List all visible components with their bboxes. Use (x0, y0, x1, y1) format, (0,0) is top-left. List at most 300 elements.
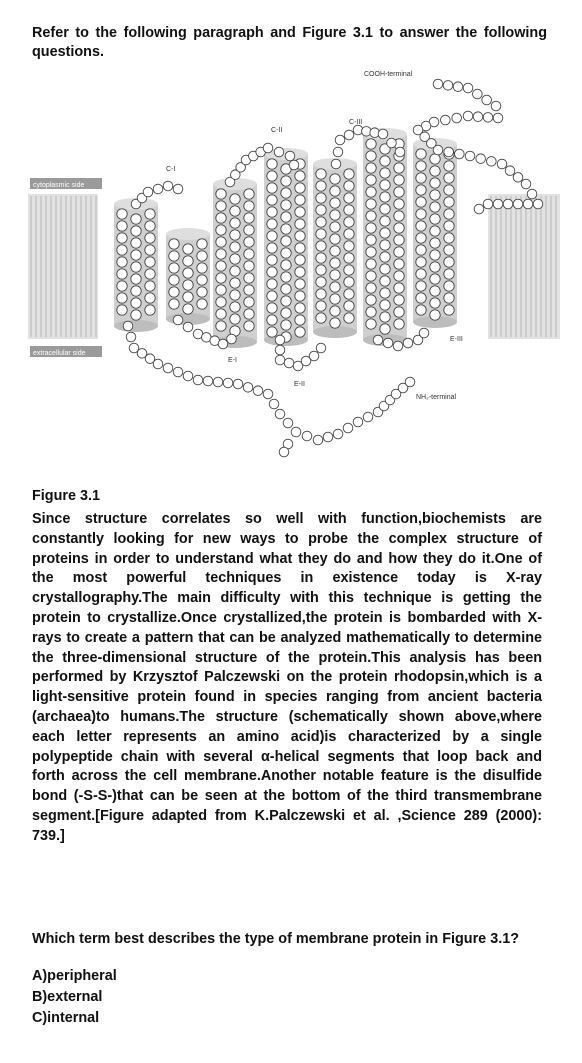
residue (117, 293, 127, 303)
residue (366, 283, 376, 293)
residue (244, 261, 254, 271)
residue (316, 277, 326, 287)
residue (513, 199, 523, 209)
residue (430, 298, 440, 308)
residue (216, 189, 226, 199)
residue (455, 149, 465, 159)
residue (267, 291, 277, 301)
residue (393, 341, 403, 351)
residue (330, 210, 340, 220)
residue (316, 265, 326, 275)
residue (230, 254, 240, 264)
residue (330, 270, 340, 280)
loop-label-c2: C-II (271, 127, 283, 134)
residue (444, 209, 454, 219)
residue (331, 159, 341, 169)
residue (131, 298, 141, 308)
residue (433, 145, 443, 155)
transmembrane-helices (114, 128, 457, 348)
residue (117, 209, 127, 219)
residue (380, 288, 390, 298)
residue (244, 309, 254, 319)
residue (366, 139, 376, 149)
residue (344, 130, 354, 140)
residue (145, 257, 155, 267)
residue (380, 216, 390, 226)
residue (281, 200, 291, 210)
residue (473, 112, 483, 122)
residue (230, 194, 240, 204)
residue (267, 315, 277, 325)
cytoplasmic-label-box (30, 178, 102, 189)
residue (444, 293, 454, 303)
residue (131, 262, 141, 272)
residue (523, 199, 533, 209)
residue (493, 113, 503, 123)
residue (330, 294, 340, 304)
residue (227, 334, 237, 344)
residue (394, 235, 404, 245)
residue (223, 378, 233, 388)
residue (491, 101, 501, 111)
residue (366, 259, 376, 269)
residue (463, 83, 473, 93)
residue (143, 187, 153, 197)
residue (366, 163, 376, 173)
residue (380, 168, 390, 178)
residue (335, 135, 345, 145)
residue (281, 212, 291, 222)
residue (244, 189, 254, 199)
residue (527, 189, 537, 199)
residue (197, 251, 207, 261)
residue (244, 225, 254, 235)
residue (333, 147, 343, 157)
residue (344, 301, 354, 311)
residue (230, 302, 240, 312)
residue (183, 268, 193, 278)
residue (416, 305, 426, 315)
residue (281, 224, 291, 234)
extracellular-label: extracellular side (33, 350, 86, 357)
residue (267, 171, 277, 181)
residue (131, 274, 141, 284)
residue (169, 275, 179, 285)
residue (394, 295, 404, 305)
residue (216, 285, 226, 295)
residue (473, 89, 483, 99)
residue (394, 247, 404, 257)
residue (183, 280, 193, 290)
residue (216, 225, 226, 235)
residue (295, 219, 305, 229)
residue (216, 309, 226, 319)
residue (267, 243, 277, 253)
residue (131, 238, 141, 248)
residue (380, 312, 390, 322)
residue (183, 292, 193, 302)
residue (295, 291, 305, 301)
residue (344, 205, 354, 215)
chain-end (279, 439, 293, 457)
residue (117, 245, 127, 255)
residue (126, 332, 136, 342)
residue (394, 223, 404, 233)
residue (380, 324, 390, 334)
residue (366, 199, 376, 209)
residue (244, 249, 254, 259)
residue (333, 429, 343, 439)
residue (281, 284, 291, 294)
residue (344, 169, 354, 179)
rhodopsin-diagram (18, 64, 568, 474)
residue (275, 345, 285, 355)
residue (244, 237, 254, 247)
residue (316, 205, 326, 215)
residue (230, 242, 240, 252)
residue (316, 181, 326, 191)
residue (145, 221, 155, 231)
residue (394, 163, 404, 173)
residue (380, 204, 390, 214)
residue (416, 257, 426, 267)
residue (416, 149, 426, 159)
residue (444, 233, 454, 243)
residue (216, 321, 226, 331)
residue (244, 213, 254, 223)
residue (380, 300, 390, 310)
helix-cylinder (114, 198, 158, 332)
residue (394, 259, 404, 269)
residue (387, 138, 397, 148)
residue (474, 204, 484, 214)
residue (145, 245, 155, 255)
residue (275, 355, 285, 365)
option-a[interactable]: A)peripheral (32, 968, 117, 984)
residue (295, 267, 305, 277)
residue (394, 175, 404, 185)
residue (344, 277, 354, 287)
residue (117, 281, 127, 291)
residue (295, 231, 305, 241)
residue (283, 418, 293, 428)
residue (430, 226, 440, 236)
residue (131, 286, 141, 296)
residue (244, 297, 254, 307)
residue (267, 195, 277, 205)
residue (267, 279, 277, 289)
residue (316, 229, 326, 239)
cooh-terminal-label: COOH-terminal (364, 71, 413, 78)
residue (316, 253, 326, 263)
loop-label-c3: C-III (349, 119, 363, 126)
residue (430, 274, 440, 284)
residue (394, 319, 404, 329)
residue (330, 282, 340, 292)
residue (366, 319, 376, 329)
residue (244, 273, 254, 283)
residue (394, 271, 404, 281)
residue (344, 229, 354, 239)
residue (169, 263, 179, 273)
residue (416, 173, 426, 183)
residue (295, 195, 305, 205)
residue (216, 213, 226, 223)
residue (505, 166, 515, 176)
residue (267, 207, 277, 217)
passage-paragraph: Since structure correlates so well with function,biochemists are constantly looking for new ways to probe the complex structure of proteins in order to understand what they do and how they do it.One of the most powerful techniques in existence today is X-ray crystallography.The main difficulty with this technique is getting the protein to crystallize.Once crystallized,the protein is bombarded with X-rays to create a pattern that can be analyzed mathematically to determine the three-dimensional structure of the protein.This analysis has been performed by Krzysztof Palczewski on the protein rhodopsin,which is a light-sensitive protein found in species ranging from ancient bacteria (archaea)to humans.The structure (schematically shown above,where each letter represents an amino acid)is characterized by a single polypeptide chain with several α-helical segments that loop back and forth across the cell membrane.Another notable feature is the disulfide bond (-S-S-)that can be seen at the bottom of the third transmembrane segment.[Figure adapted from K.Palczewski et al. ,Science 289 (2000): 739.] (32, 511, 542, 844)
residue (145, 281, 155, 291)
residue (281, 260, 291, 270)
residue (309, 351, 319, 361)
residue (444, 161, 454, 171)
residue (316, 343, 326, 353)
residue (267, 267, 277, 277)
residue (444, 257, 454, 267)
residue (269, 399, 279, 409)
residue (123, 321, 133, 331)
residue (416, 221, 426, 231)
residue (444, 269, 454, 279)
residue (380, 252, 390, 262)
residue (145, 293, 155, 303)
residue (433, 79, 443, 89)
residue (230, 278, 240, 288)
extracellular-label-box (30, 346, 102, 357)
residue (281, 272, 291, 282)
residue (416, 293, 426, 303)
residue (267, 159, 277, 169)
helix-top (166, 228, 210, 240)
residue (395, 147, 405, 157)
residue (503, 199, 513, 209)
residue (183, 371, 193, 381)
option-c[interactable]: C)internal (32, 1010, 100, 1026)
residue (244, 201, 254, 211)
residue (173, 367, 183, 377)
residue (443, 81, 453, 91)
residue (281, 320, 291, 330)
residue (366, 247, 376, 257)
residue (453, 82, 463, 92)
residue (476, 154, 486, 164)
residue (117, 269, 127, 279)
residue (316, 313, 326, 323)
residue (380, 264, 390, 274)
residue (316, 217, 326, 227)
residue (366, 235, 376, 245)
residue (263, 389, 273, 399)
residue (197, 287, 207, 297)
residue (267, 219, 277, 229)
residue (366, 271, 376, 281)
nh2-terminal-label: NH₂-terminal (416, 394, 457, 401)
residue (279, 447, 289, 457)
residue (430, 310, 440, 320)
residue (330, 198, 340, 208)
residue (274, 147, 284, 157)
cytoplasmic-label: cytoplasmic side (33, 182, 85, 189)
residue (267, 303, 277, 313)
residue (493, 199, 503, 209)
residue (363, 412, 373, 422)
residue (295, 327, 305, 337)
residue (289, 160, 299, 170)
residue (366, 307, 376, 317)
residue (302, 431, 312, 441)
residue (313, 435, 323, 445)
loop-label-e1: E-I (228, 357, 237, 364)
helix-cylinder (166, 228, 210, 325)
residue (197, 263, 207, 273)
residue (521, 179, 531, 189)
residue (230, 314, 240, 324)
residue (197, 239, 207, 249)
residue (344, 289, 354, 299)
residue (330, 306, 340, 316)
residue (430, 214, 440, 224)
residue (203, 376, 213, 386)
residue (330, 222, 340, 232)
helix-cylinder (413, 138, 457, 328)
residue (197, 275, 207, 285)
loop-label-c1: C-I (166, 166, 176, 173)
residue (145, 305, 155, 315)
residue (366, 295, 376, 305)
residue (452, 113, 462, 123)
residue (233, 379, 243, 389)
helix-cylinder (264, 148, 308, 346)
residue (383, 338, 393, 348)
residue (330, 186, 340, 196)
residue (169, 239, 179, 249)
residue (419, 328, 429, 338)
residue (330, 318, 340, 328)
residue (183, 256, 193, 266)
residue (295, 255, 305, 265)
residue (244, 321, 254, 331)
residue (416, 269, 426, 279)
residue (416, 209, 426, 219)
residue (444, 245, 454, 255)
residue (316, 241, 326, 251)
residue (344, 217, 354, 227)
residue (430, 202, 440, 212)
loop-label-e3: E-III (450, 336, 463, 343)
residue (416, 245, 426, 255)
residue (163, 363, 173, 373)
residue (430, 262, 440, 272)
residue (230, 290, 240, 300)
residue (403, 338, 413, 348)
residue (216, 297, 226, 307)
residue (380, 240, 390, 250)
figure-caption: Figure 3.1 (32, 488, 100, 504)
residue (487, 157, 497, 167)
helix-cylinder (313, 158, 357, 338)
residue (117, 257, 127, 267)
residue (213, 377, 223, 387)
residue (295, 279, 305, 289)
residue (163, 181, 173, 191)
residue (281, 188, 291, 198)
residue (145, 269, 155, 279)
residue (216, 273, 226, 283)
residue (216, 261, 226, 271)
residue (380, 276, 390, 286)
residue (330, 234, 340, 244)
residue (230, 206, 240, 216)
residue (323, 432, 333, 442)
residue (465, 151, 475, 161)
residue (353, 417, 363, 427)
residue (295, 183, 305, 193)
residue (380, 228, 390, 238)
residue (153, 184, 163, 194)
residue (366, 151, 376, 161)
residue (173, 184, 183, 194)
residue (378, 129, 388, 139)
intro-text: Refer to the following paragraph and Figure 3.1 to answer the following questions. (32, 25, 547, 60)
residue (316, 193, 326, 203)
residue (244, 285, 254, 295)
residue (416, 161, 426, 171)
residue (430, 238, 440, 248)
residue (394, 187, 404, 197)
residue (145, 233, 155, 243)
residue (131, 226, 141, 236)
residue (344, 313, 354, 323)
residue (291, 427, 301, 437)
residue (394, 199, 404, 209)
residue (253, 386, 263, 396)
residue (295, 315, 305, 325)
residue (416, 233, 426, 243)
residue (267, 327, 277, 337)
residue (281, 236, 291, 246)
residue (380, 180, 390, 190)
residue (444, 305, 454, 315)
residue (169, 251, 179, 261)
residue (366, 223, 376, 233)
residue (230, 218, 240, 228)
residue (295, 243, 305, 253)
residue (117, 305, 127, 315)
question-text: Which term best describes the type of membrane protein in Figure 3.1? (32, 931, 519, 947)
residue (183, 322, 193, 332)
residue (482, 95, 492, 105)
residue (430, 190, 440, 200)
helix-cylinder (363, 128, 407, 346)
residue (430, 250, 440, 260)
residue (430, 178, 440, 188)
residue (533, 199, 543, 209)
option-b[interactable]: B)external (32, 989, 103, 1005)
residue (193, 375, 203, 385)
residue (416, 281, 426, 291)
residue (131, 310, 141, 320)
residue (216, 201, 226, 211)
residue (444, 173, 454, 183)
residue (330, 258, 340, 268)
residue (173, 315, 183, 325)
residue (169, 287, 179, 297)
residue (463, 111, 473, 121)
residue (153, 359, 163, 369)
residue (343, 423, 353, 433)
residue (285, 151, 295, 161)
residue (394, 307, 404, 317)
